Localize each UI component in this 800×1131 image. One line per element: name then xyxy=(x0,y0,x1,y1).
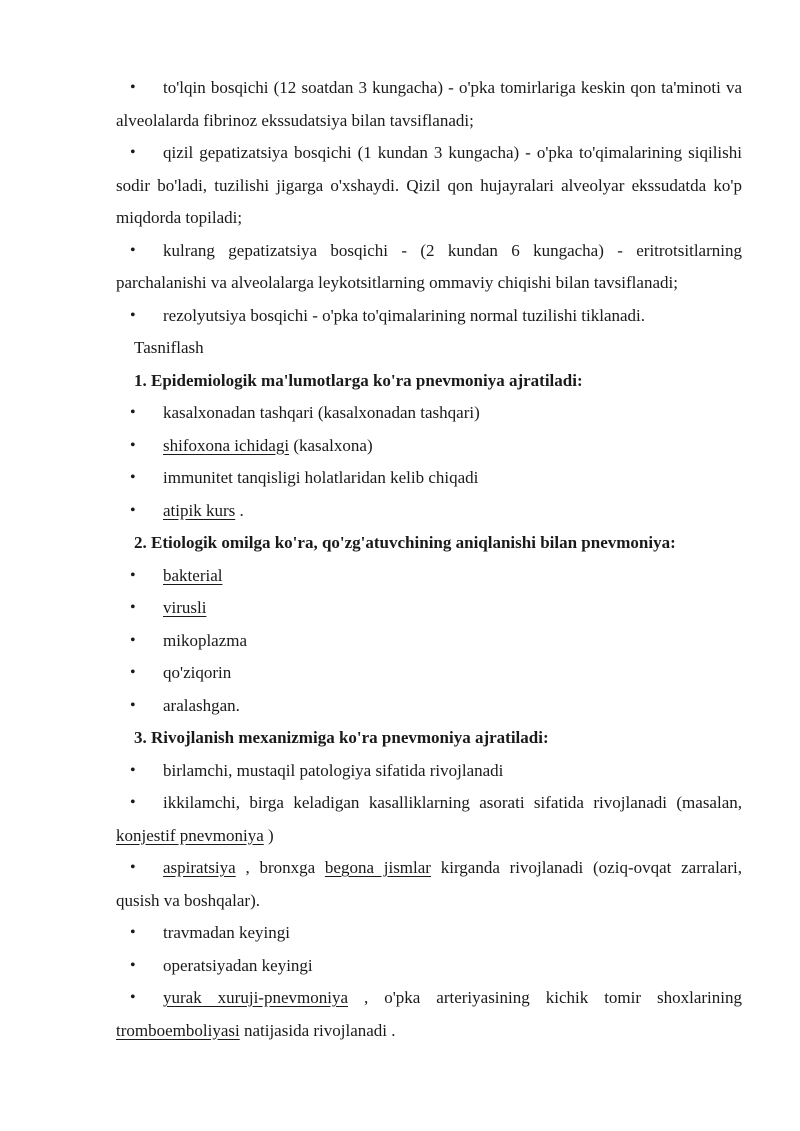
list-item-text: to'lqin bosqichi (12 soatdan 3 kungacha) - o'pka tomirlariga keskin qon ta'minoti va alveolalarda fibrinoz ekssudatsiya bilan tavsiflanadi; xyxy=(116,78,742,130)
list-item xyxy=(116,950,742,983)
list-item-stage-grey-hepatization xyxy=(116,235,742,300)
list-item xyxy=(116,755,742,788)
link-aspiratsiya[interactable]: aspiratsiya xyxy=(163,858,236,877)
list-item-text: natijasida rivojlanadi . xyxy=(239,1020,396,1040)
list-item xyxy=(116,397,742,430)
list-item-text: mikoplazma xyxy=(163,630,248,650)
list-item xyxy=(116,625,742,658)
list-item-text: ) xyxy=(263,825,274,845)
list-item-text: aralashgan. xyxy=(163,695,240,715)
list-item-text: qizil gepatizatsiya bosqichi (1 kundan 3 kungacha) - o'pka to'qimalarining siqilishi sodir bo'ladi, tuzilishi jigarga o'xshaydi. Qizil qon hujayralari alveolyar ekssudatda ko'p miqdorda topiladi; xyxy=(116,143,742,227)
list-item xyxy=(116,917,742,950)
list-item xyxy=(116,787,742,852)
heading-mechanism: 3. Rivojlanish mexanizmiga ko'ra pnevmoniya ajratiladi: xyxy=(134,728,549,747)
list-item-text: kirganda rivojlanadi (oziq-ovqat zarralari, qusish va boshqalar). xyxy=(116,858,742,910)
list-item-stage-resolution xyxy=(116,300,742,333)
link-begona-jismlar[interactable]: begona jismlar xyxy=(324,858,431,877)
list-item-text: travmadan keyingi xyxy=(163,923,290,942)
list-item-text: qo'ziqorin xyxy=(163,663,232,682)
list-item xyxy=(116,495,742,528)
list-item-text: operatsiyadan keyingi xyxy=(163,955,313,975)
list-item-stage-wave xyxy=(116,72,742,137)
list-item-text: , bronxga xyxy=(235,858,325,877)
list-item-text: . xyxy=(235,500,244,520)
list-item-stage-red-hepatization xyxy=(116,137,742,235)
link-konjestif-pnevmoniya[interactable]: konjestif pnevmoniya xyxy=(116,825,264,845)
list-item xyxy=(116,560,742,593)
link-shifoxona-ichidagi[interactable]: shifoxona ichidagi xyxy=(163,435,290,455)
list-item xyxy=(116,430,742,463)
list-item-text: birlamchi, mustaqil patologiya sifatida rivojlanadi xyxy=(163,760,504,780)
heading-etiological: 2. Etiologik omilga ko'ra, qo'zg'atuvchining aniqlanishi bilan pnevmoniya: xyxy=(134,533,676,552)
link-bakterial[interactable]: bakterial xyxy=(163,565,223,585)
link-yurak-xuruji-pnevmoniya[interactable]: yurak xuruji-pnevmoniya xyxy=(163,988,348,1007)
link-virusli[interactable]: virusli xyxy=(163,598,207,617)
link-atipik-kurs[interactable]: atipik kurs xyxy=(163,500,236,520)
list-item xyxy=(116,592,742,625)
list-item xyxy=(116,852,742,917)
list-item xyxy=(116,657,742,690)
list-item-text: immunitet tanqisligi holatlaridan kelib chiqadi xyxy=(163,468,479,487)
section-title: Tasniflash xyxy=(134,338,204,357)
list-item-text: , o'pka arteriyasining kichik tomir shoxlarining xyxy=(348,988,743,1007)
list-item xyxy=(116,462,742,495)
list-item-text: kasalxonadan tashqari (kasalxonadan tashqari) xyxy=(163,403,480,422)
list-item-text: (kasalxona) xyxy=(289,435,373,455)
link-tromboemboliyasi[interactable]: tromboemboliyasi xyxy=(116,1020,240,1040)
list-item xyxy=(116,690,742,723)
list-item xyxy=(116,982,742,1047)
heading-epidemiological: 1. Epidemiologik ma'lumotlarga ko'ra pnevmoniya ajratiladi: xyxy=(134,370,583,390)
list-item-text: ikkilamchi, birga keladigan kasalliklarning asorati sifatida rivojlanadi (masalan, xyxy=(163,793,742,812)
document-body xyxy=(116,72,742,1047)
list-item-text: kulrang gepatizatsiya bosqichi - (2 kundan 6 kungacha) - eritrotsitlarning parchalanishi va alveolalarga leykotsitlarning ommaviy chiqishi bilan tavsiflanadi; xyxy=(116,240,742,292)
list-item-text: rezolyutsiya bosqichi - o'pka to'qimalarining normal tuzilishi tiklanadi. xyxy=(163,305,646,325)
